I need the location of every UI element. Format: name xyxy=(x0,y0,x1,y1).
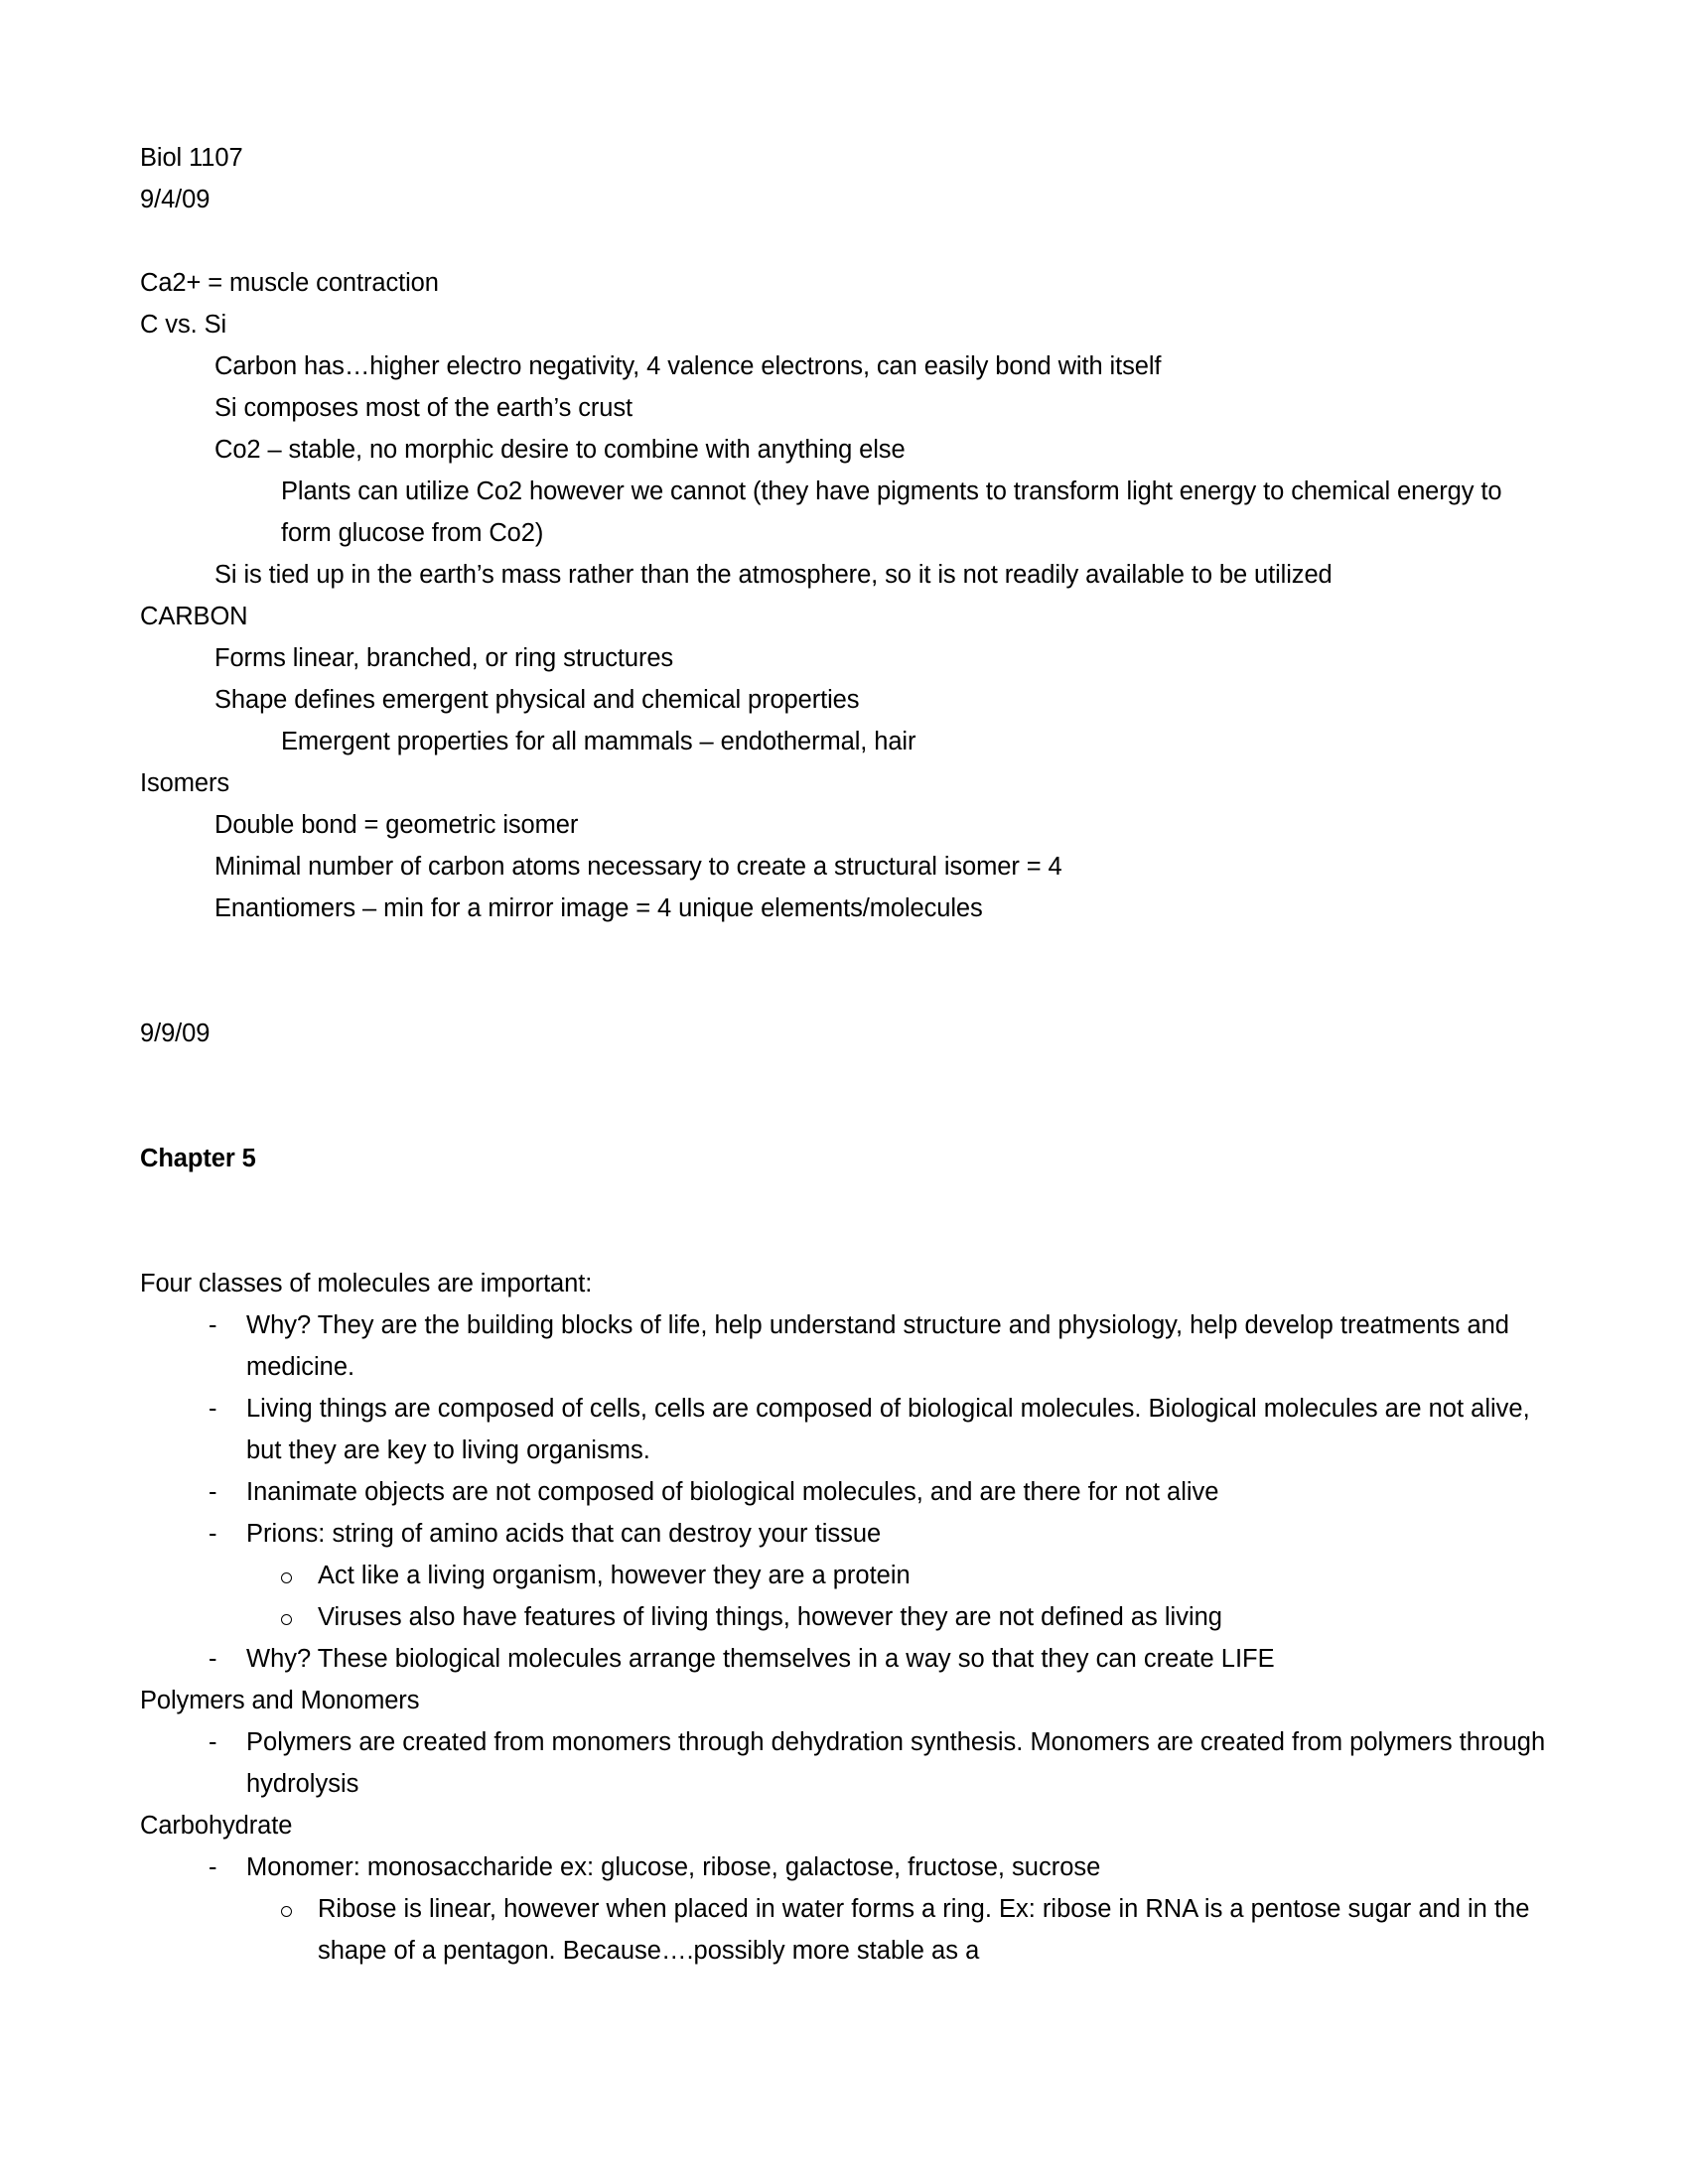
list-item-text: Monomer: monosaccharide ex: glucose, ribose, galactose, fructose, sucrose xyxy=(246,1853,1101,1881)
dash-bullet-icon: - xyxy=(209,1395,217,1423)
dash-bullet-icon: - xyxy=(209,1728,217,1756)
dash-bullet-icon: - xyxy=(209,1645,217,1673)
note-line-si-tied-up: Si is tied up in the earth’s mass rather than the atmosphere, so it is not readily available to be utilized xyxy=(214,561,1333,589)
dash-bullet-icon: - xyxy=(209,1311,217,1339)
list-item-text: Polymers are created from monomers through dehydration synthesis. Monomers are created from polymers through hydrolysis xyxy=(246,1728,1553,1798)
list-item xyxy=(209,1471,1550,1513)
note-line-c-vs-si: C vs. Si xyxy=(140,311,227,339)
note-line-si-composes: Si composes most of the earth’s crust xyxy=(214,394,633,422)
sub-list-item-text: Act like a living organism, however they are a protein xyxy=(318,1562,911,1589)
chapter-heading: Chapter 5 xyxy=(140,1145,256,1172)
spacer xyxy=(140,1054,1550,1138)
circle-bullet-icon xyxy=(281,1555,318,1596)
list-item-text: Living things are composed of cells, cells are composed of biological molecules. Biological molecules are not alive, but they are key to living organisms. xyxy=(246,1395,1537,1464)
sub-list-item xyxy=(281,1596,1550,1638)
note-line-carbon-has: Carbon has…higher electro negativity, 4 valence electrons, can easily bond with itself xyxy=(214,352,1162,380)
document-body xyxy=(140,137,1553,1972)
lecture-date-2: 9/9/09 xyxy=(140,1020,211,1047)
circle-bullet-icon xyxy=(281,1888,318,1972)
note-line-minimal-number: Minimal number of carbon atoms necessary to create a structural isomer = 4 xyxy=(214,853,1062,881)
note-line-shape-defines: Shape defines emergent physical and chemical properties xyxy=(214,686,860,714)
sub-list-item xyxy=(281,1888,1550,1972)
spacer xyxy=(140,220,1550,262)
note-line-ca2: Ca2+ = muscle contraction xyxy=(140,269,439,297)
circle-bullet-icon xyxy=(281,1596,318,1638)
list-item xyxy=(209,1721,1553,1805)
section-heading-carbon: CARBON xyxy=(140,603,248,630)
sub-list-item xyxy=(281,1555,1550,1596)
spacer xyxy=(140,929,1550,1013)
section-heading-polymers: Polymers and Monomers xyxy=(140,1687,420,1714)
note-line-plants-utilize: Plants can utilize Co2 however we cannot (they have pigments to transform light energy to chemical energy to form glucose from Co2) xyxy=(281,478,1509,547)
four-classes-intro: Four classes of molecules are important: xyxy=(140,1270,593,1297)
section-heading-isomers: Isomers xyxy=(140,769,229,797)
sub-list-item-text: Ribose is linear, however when placed in water forms a ring. Ex: ribose in RNA is a pentose sugar and in the shape of a pentagon. Because….possibly more stable as a xyxy=(318,1895,1537,1965)
note-line-enantiomers: Enantiomers – min for a mirror image = 4 unique elements/molecules xyxy=(214,894,983,922)
list-item xyxy=(209,1846,1550,1888)
list-item xyxy=(209,1304,1550,1388)
note-line-co2-stable: Co2 – stable, no morphic desire to combine with anything else xyxy=(214,436,906,464)
dash-bullet-icon: - xyxy=(209,1478,217,1506)
note-line-emergent-properties: Emergent properties for all mammals – endothermal, hair xyxy=(281,728,916,755)
note-line-forms-linear: Forms linear, branched, or ring structures xyxy=(214,644,674,672)
sub-list-item-text: Viruses also have features of living things, however they are not defined as living xyxy=(318,1603,1222,1631)
list-item-text: Why? They are the building blocks of life, help understand structure and physiology, help develop treatments and medicine. xyxy=(246,1311,1517,1381)
note-line-double-bond: Double bond = geometric isomer xyxy=(214,811,579,839)
spacer xyxy=(140,1179,1550,1263)
list-item-text: Prions: string of amino acids that can destroy your tissue xyxy=(246,1520,882,1548)
list-item-text: Why? These biological molecules arrange themselves in a way so that they can create LIFE xyxy=(246,1645,1275,1673)
list-item xyxy=(209,1513,1550,1555)
dash-bullet-icon: - xyxy=(209,1853,217,1881)
section-heading-carbohydrate: Carbohydrate xyxy=(140,1812,293,1840)
dash-bullet-icon: - xyxy=(209,1520,217,1548)
list-item xyxy=(209,1388,1550,1471)
list-item xyxy=(209,1638,1550,1680)
list-item-text: Inanimate objects are not composed of biological molecules, and are there for not alive xyxy=(246,1478,1219,1506)
lecture-date-1: 9/4/09 xyxy=(140,186,211,213)
course-title: Biol 1107 xyxy=(140,144,243,172)
